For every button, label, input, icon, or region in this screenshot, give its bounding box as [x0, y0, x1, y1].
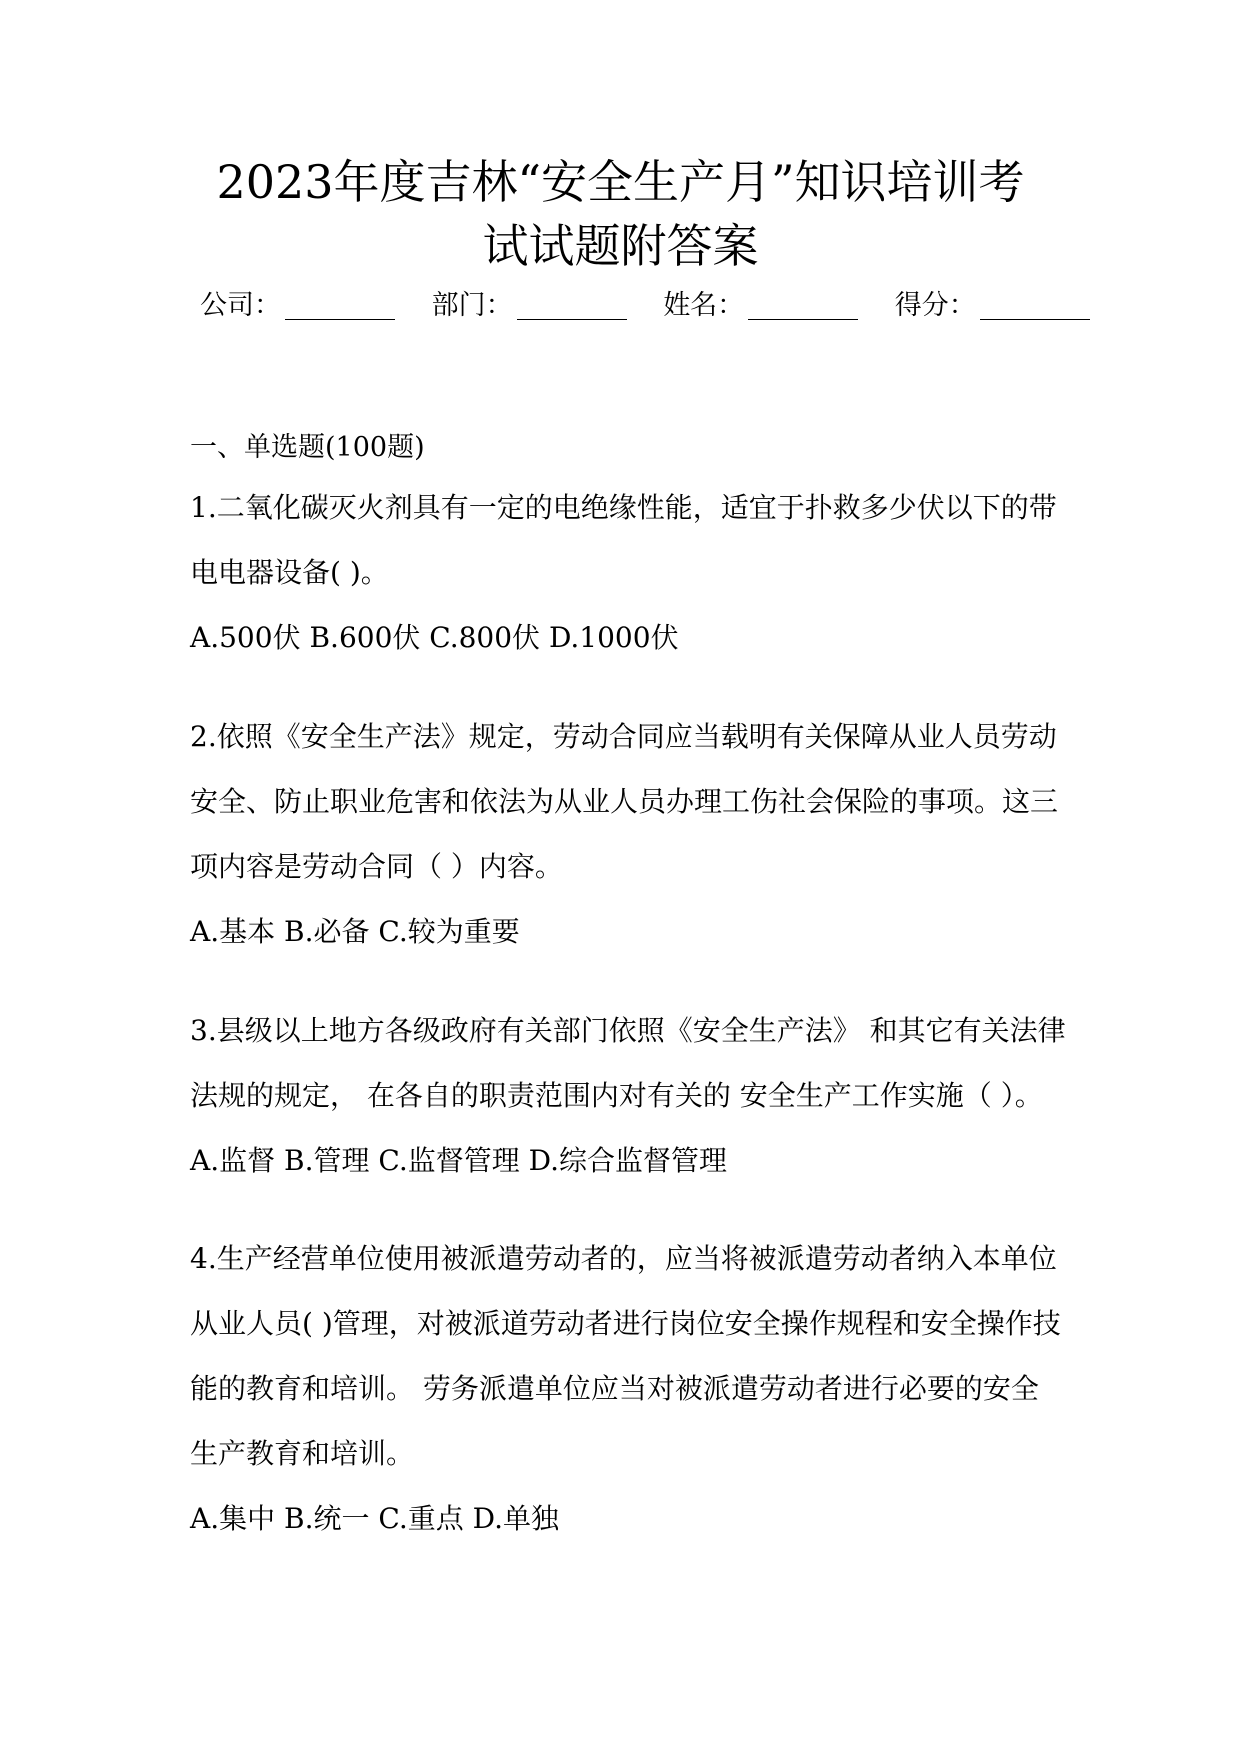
score-blank[interactable]: [980, 291, 1090, 320]
question-3: [190, 998, 1070, 1193]
question-stem-line: 1.二氧化碳灭火剂具有一定的电绝缘性能，适宜于扑救多少伏以下的带: [190, 491, 1057, 524]
question-stem-line: 项内容是劳动合同（ ）内容。: [190, 850, 563, 883]
question-4: [190, 1226, 1070, 1551]
question-stem-line: 2.依照《安全生产法》规定，劳动合同应当载明有关保障从业人员劳动: [190, 720, 1057, 753]
name-blank[interactable]: [748, 291, 858, 320]
company-label: 公司：: [200, 290, 281, 321]
question-stem-line: 能的教育和培训。 劳务派遣单位应当对被派遣劳动者进行必要的安全: [190, 1372, 1039, 1405]
section-heading: 一、单选题(100题): [190, 432, 425, 463]
name-field: [663, 286, 858, 326]
question-stem-line: 安全、防止职业危害和依法为从业人员办理工伤社会保险的事项。这三: [190, 785, 1059, 818]
question-stem-line: 电电器设备( )。: [190, 556, 389, 589]
question-options: A.监督 B.管理 C.监督管理 D.综合监督管理: [190, 1144, 727, 1177]
question-stem-line: 从业人员( )管理，对被派道劳动者进行岗位安全操作规程和安全操作技: [190, 1307, 1061, 1340]
department-field: [432, 286, 627, 326]
question-options: A.集中 B.统一 C.重点 D.单独: [190, 1502, 559, 1535]
company-blank[interactable]: [285, 291, 395, 320]
score-label: 得分：: [894, 290, 976, 321]
info-fields: [200, 286, 1080, 326]
question-stem-line: 生产教育和培训。: [190, 1437, 415, 1470]
question-stem-line: 法规的规定， 在各自的职责范围内对有关的 安全生产工作实施（ ）。: [190, 1079, 1043, 1112]
question-options: A.基本 B.必备 C.较为重要: [190, 915, 520, 948]
company-field: [200, 286, 395, 326]
document-title: [0, 150, 1241, 278]
title-line-1: 2023年度吉林“安全生产月”知识培训考: [216, 155, 1025, 209]
question-stem-line: 4.生产经营单位使用被派遣劳动者的，应当将被派遣劳动者纳入本单位: [190, 1242, 1057, 1275]
department-label: 部门：: [431, 290, 513, 321]
question-2: [190, 704, 1070, 964]
question-options: A.500伏 B.600伏 C.800伏 D.1000伏: [190, 621, 679, 654]
name-label: 姓名：: [663, 290, 745, 321]
question-1: [190, 475, 1070, 670]
title-line-2: 试试题附答案: [482, 219, 759, 273]
question-stem-line: 3.县级以上地方各级政府有关部门依照《安全生产法》 和其它有关法律: [190, 1014, 1066, 1047]
score-field: [895, 286, 1090, 326]
department-blank[interactable]: [517, 291, 627, 320]
